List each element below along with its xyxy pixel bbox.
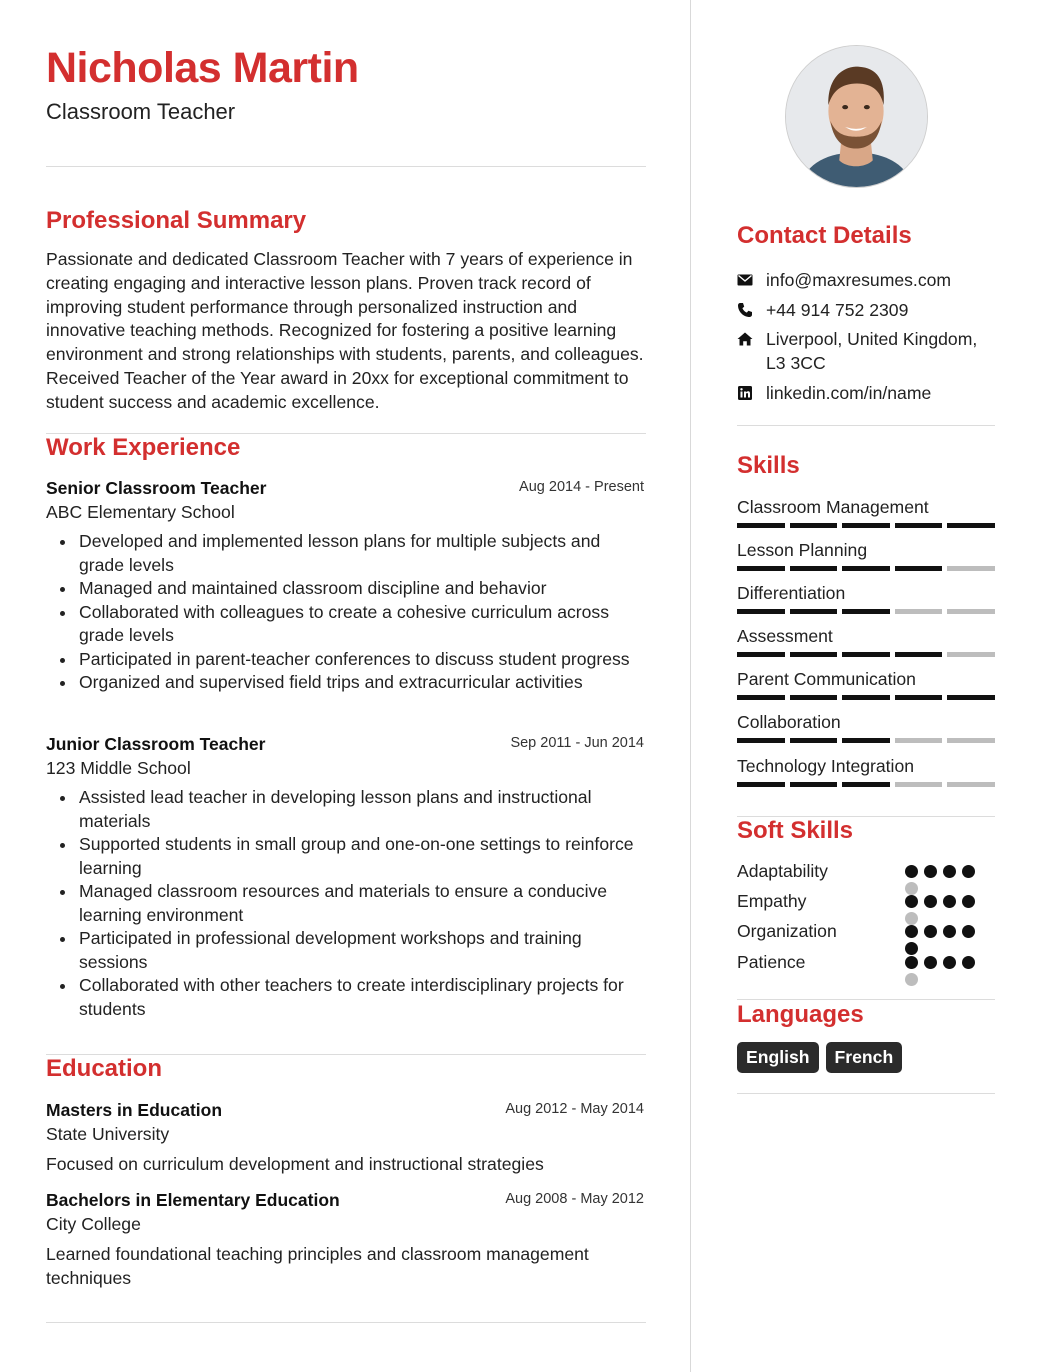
job-bullet: Supported students in small group and one-on-one settings to reinforce learning — [46, 833, 646, 880]
skill-item — [737, 668, 995, 700]
soft-skills-divider — [737, 999, 995, 1000]
skill-level-segment — [895, 738, 943, 743]
education-entry — [46, 1098, 646, 1176]
skill-level-segment — [737, 652, 785, 657]
education-description: Focused on curriculum development and instructional strategies — [46, 1154, 544, 1174]
summary-text: Passionate and dedicated Classroom Teacher with 7 years of experience in creating engaging and interactive lesson plans. Proven track record of improving student performance through personalized instruction and innovative teaching methods. Recognized for fostering a positive learning environment and strong relationships with students, parents, and colleagues. Received Teacher of the Year award in 20xx for exceptional commitment to student success and academic excellence. — [46, 249, 644, 412]
skill-level-segment — [842, 738, 890, 743]
skill-level-segment — [842, 695, 890, 700]
contact-email[interactable] — [737, 268, 995, 292]
soft-skills-heading: Soft Skills — [737, 817, 854, 844]
languages-divider — [737, 1093, 995, 1094]
education-entry — [46, 1188, 646, 1290]
rating-dot — [962, 895, 975, 908]
job-date: Sep 2011 - Jun 2014 — [510, 735, 644, 751]
skill-level-segment — [947, 782, 995, 787]
contact-email-text: info@maxresumes.com — [766, 270, 952, 290]
rating-dot — [943, 895, 956, 908]
skill-level-bar — [737, 566, 995, 571]
envelope-icon — [737, 272, 753, 288]
skill-level-segment — [737, 738, 785, 743]
rating-dot — [924, 895, 937, 908]
skill-level-segment — [842, 782, 890, 787]
contact-phone-text: +44 914 752 2309 — [766, 299, 909, 320]
rating-dot — [962, 865, 975, 878]
skill-level-segment — [737, 782, 785, 787]
skill-level-segment — [947, 695, 995, 700]
job-bullet: Assisted lead teacher in developing lesson plans and instructional materials — [46, 786, 646, 833]
contact-linkedin-text: linkedin.com/in/name — [766, 382, 932, 403]
education-degree: Masters in Education — [46, 1100, 223, 1120]
person-portrait-icon — [786, 46, 927, 187]
language-chip: French — [826, 1042, 903, 1073]
experience-heading: Work Experience — [46, 434, 241, 461]
skill-level-segment — [790, 566, 838, 571]
skill-level-bar — [737, 609, 995, 614]
skill-name: Assessment — [737, 626, 833, 646]
rating-dot — [905, 956, 918, 969]
education-date: Aug 2008 - May 2012 — [505, 1191, 644, 1207]
skill-level-segment — [737, 523, 785, 528]
skill-level-segment — [947, 652, 995, 657]
job-bullet: Collaborated with other teachers to create interdisciplinary projects for students — [46, 974, 646, 1021]
job-bullets — [46, 530, 646, 695]
soft-skill-name: Organization — [737, 921, 837, 941]
phone-icon — [737, 302, 753, 318]
rating-dot — [905, 865, 918, 878]
skill-name: Differentiation — [737, 583, 846, 603]
job-bullet: Participated in professional development workshops and training sessions — [46, 927, 646, 974]
skill-item — [737, 539, 995, 571]
languages-heading: Languages — [737, 1001, 864, 1028]
skill-level-segment — [790, 782, 838, 787]
education-divider — [46, 1322, 646, 1323]
skill-level-segment — [790, 609, 838, 614]
job-entry — [46, 476, 646, 695]
rating-dot — [943, 956, 956, 969]
header-divider — [46, 166, 646, 167]
candidate-title: Classroom Teacher — [46, 99, 236, 124]
job-role: Junior Classroom Teacher — [46, 734, 266, 754]
linkedin-icon — [737, 385, 753, 401]
skill-item — [737, 711, 995, 743]
profile-photo — [785, 45, 928, 188]
soft-skill-item — [737, 950, 995, 974]
skill-name: Collaboration — [737, 712, 841, 732]
job-date: Aug 2014 - Present — [519, 479, 644, 495]
soft-skill-item — [737, 889, 995, 913]
job-organization: ABC Elementary School — [46, 502, 235, 522]
skill-item — [737, 755, 995, 787]
skill-level-segment — [947, 523, 995, 528]
skill-level-segment — [895, 523, 943, 528]
skill-level-segment — [895, 566, 943, 571]
job-bullet: Collaborated with colleagues to create a cohesive curriculum across grade levels — [46, 601, 646, 648]
skill-level-segment — [842, 652, 890, 657]
job-bullet: Managed classroom resources and materials to ensure a conducive learning environment — [46, 880, 646, 927]
skill-name: Technology Integration — [737, 756, 915, 776]
skill-level-segment — [790, 523, 838, 528]
skill-level-bar — [737, 782, 995, 787]
rating-dot — [943, 865, 956, 878]
skill-level-segment — [895, 652, 943, 657]
soft-skill-item — [737, 919, 995, 943]
job-bullet: Managed and maintained classroom discipline and behavior — [46, 577, 646, 601]
soft-skill-rating — [905, 956, 985, 986]
languages-list — [737, 1042, 902, 1073]
skill-level-segment — [790, 738, 838, 743]
skill-level-bar — [737, 738, 995, 743]
skill-level-bar — [737, 652, 995, 657]
skill-level-segment — [842, 609, 890, 614]
rating-dot — [905, 925, 918, 938]
contact-address — [737, 327, 995, 375]
skill-name: Parent Communication — [737, 669, 916, 689]
skill-level-segment — [947, 566, 995, 571]
skill-level-segment — [842, 566, 890, 571]
skill-item — [737, 582, 995, 614]
skill-level-segment — [895, 782, 943, 787]
skill-item — [737, 496, 995, 528]
skill-level-segment — [737, 695, 785, 700]
skill-level-segment — [737, 609, 785, 614]
home-icon — [737, 331, 753, 347]
rating-dot — [924, 956, 937, 969]
contact-linkedin[interactable] — [737, 381, 995, 405]
rating-dot — [943, 925, 956, 938]
contact-list — [737, 268, 995, 410]
skill-level-segment — [895, 695, 943, 700]
skill-level-segment — [947, 738, 995, 743]
candidate-name: Nicholas Martin — [46, 44, 359, 92]
job-bullet: Organized and supervised field trips and extracurricular activities — [46, 671, 646, 695]
rating-dot — [962, 925, 975, 938]
contact-address-text: Liverpool, United Kingdom, L3 3CC — [766, 329, 978, 373]
education-school: City College — [46, 1214, 141, 1234]
skill-item — [737, 625, 995, 657]
rating-dot — [905, 973, 918, 986]
soft-skill-name: Empathy — [737, 891, 807, 911]
education-school: State University — [46, 1124, 170, 1144]
education-heading: Education — [46, 1055, 163, 1082]
job-role: Senior Classroom Teacher — [46, 478, 267, 498]
education-description: Learned foundational teaching principles and classroom management techniques — [46, 1244, 589, 1288]
language-chip: English — [737, 1042, 819, 1073]
skill-level-bar — [737, 695, 995, 700]
contact-phone[interactable] — [737, 298, 995, 322]
skill-level-segment — [842, 523, 890, 528]
contact-divider — [737, 425, 995, 426]
soft-skill-name: Adaptability — [737, 861, 828, 881]
contact-heading: Contact Details — [737, 222, 912, 249]
rating-dot — [924, 865, 937, 878]
summary-heading: Professional Summary — [46, 207, 307, 234]
rating-dot — [924, 925, 937, 938]
rating-dot — [962, 956, 975, 969]
skill-level-bar — [737, 523, 995, 528]
skill-level-segment — [790, 695, 838, 700]
skill-level-segment — [895, 609, 943, 614]
soft-skill-name: Patience — [737, 952, 806, 972]
skill-name: Lesson Planning — [737, 540, 868, 560]
soft-skill-item — [737, 859, 995, 883]
skills-heading: Skills — [737, 452, 800, 479]
job-organization: 123 Middle School — [46, 758, 191, 778]
job-bullet: Participated in parent-teacher conferences to discuss student progress — [46, 648, 646, 672]
skill-level-segment — [790, 652, 838, 657]
job-bullet: Developed and implemented lesson plans for multiple subjects and grade levels — [46, 530, 646, 577]
skill-level-segment — [947, 609, 995, 614]
column-divider — [690, 0, 691, 1372]
rating-dot — [905, 895, 918, 908]
job-entry — [46, 732, 646, 1021]
education-degree: Bachelors in Elementary Education — [46, 1190, 340, 1210]
skill-name: Classroom Management — [737, 497, 929, 517]
job-bullets — [46, 786, 646, 1021]
skill-level-segment — [737, 566, 785, 571]
education-date: Aug 2012 - May 2014 — [505, 1101, 644, 1117]
